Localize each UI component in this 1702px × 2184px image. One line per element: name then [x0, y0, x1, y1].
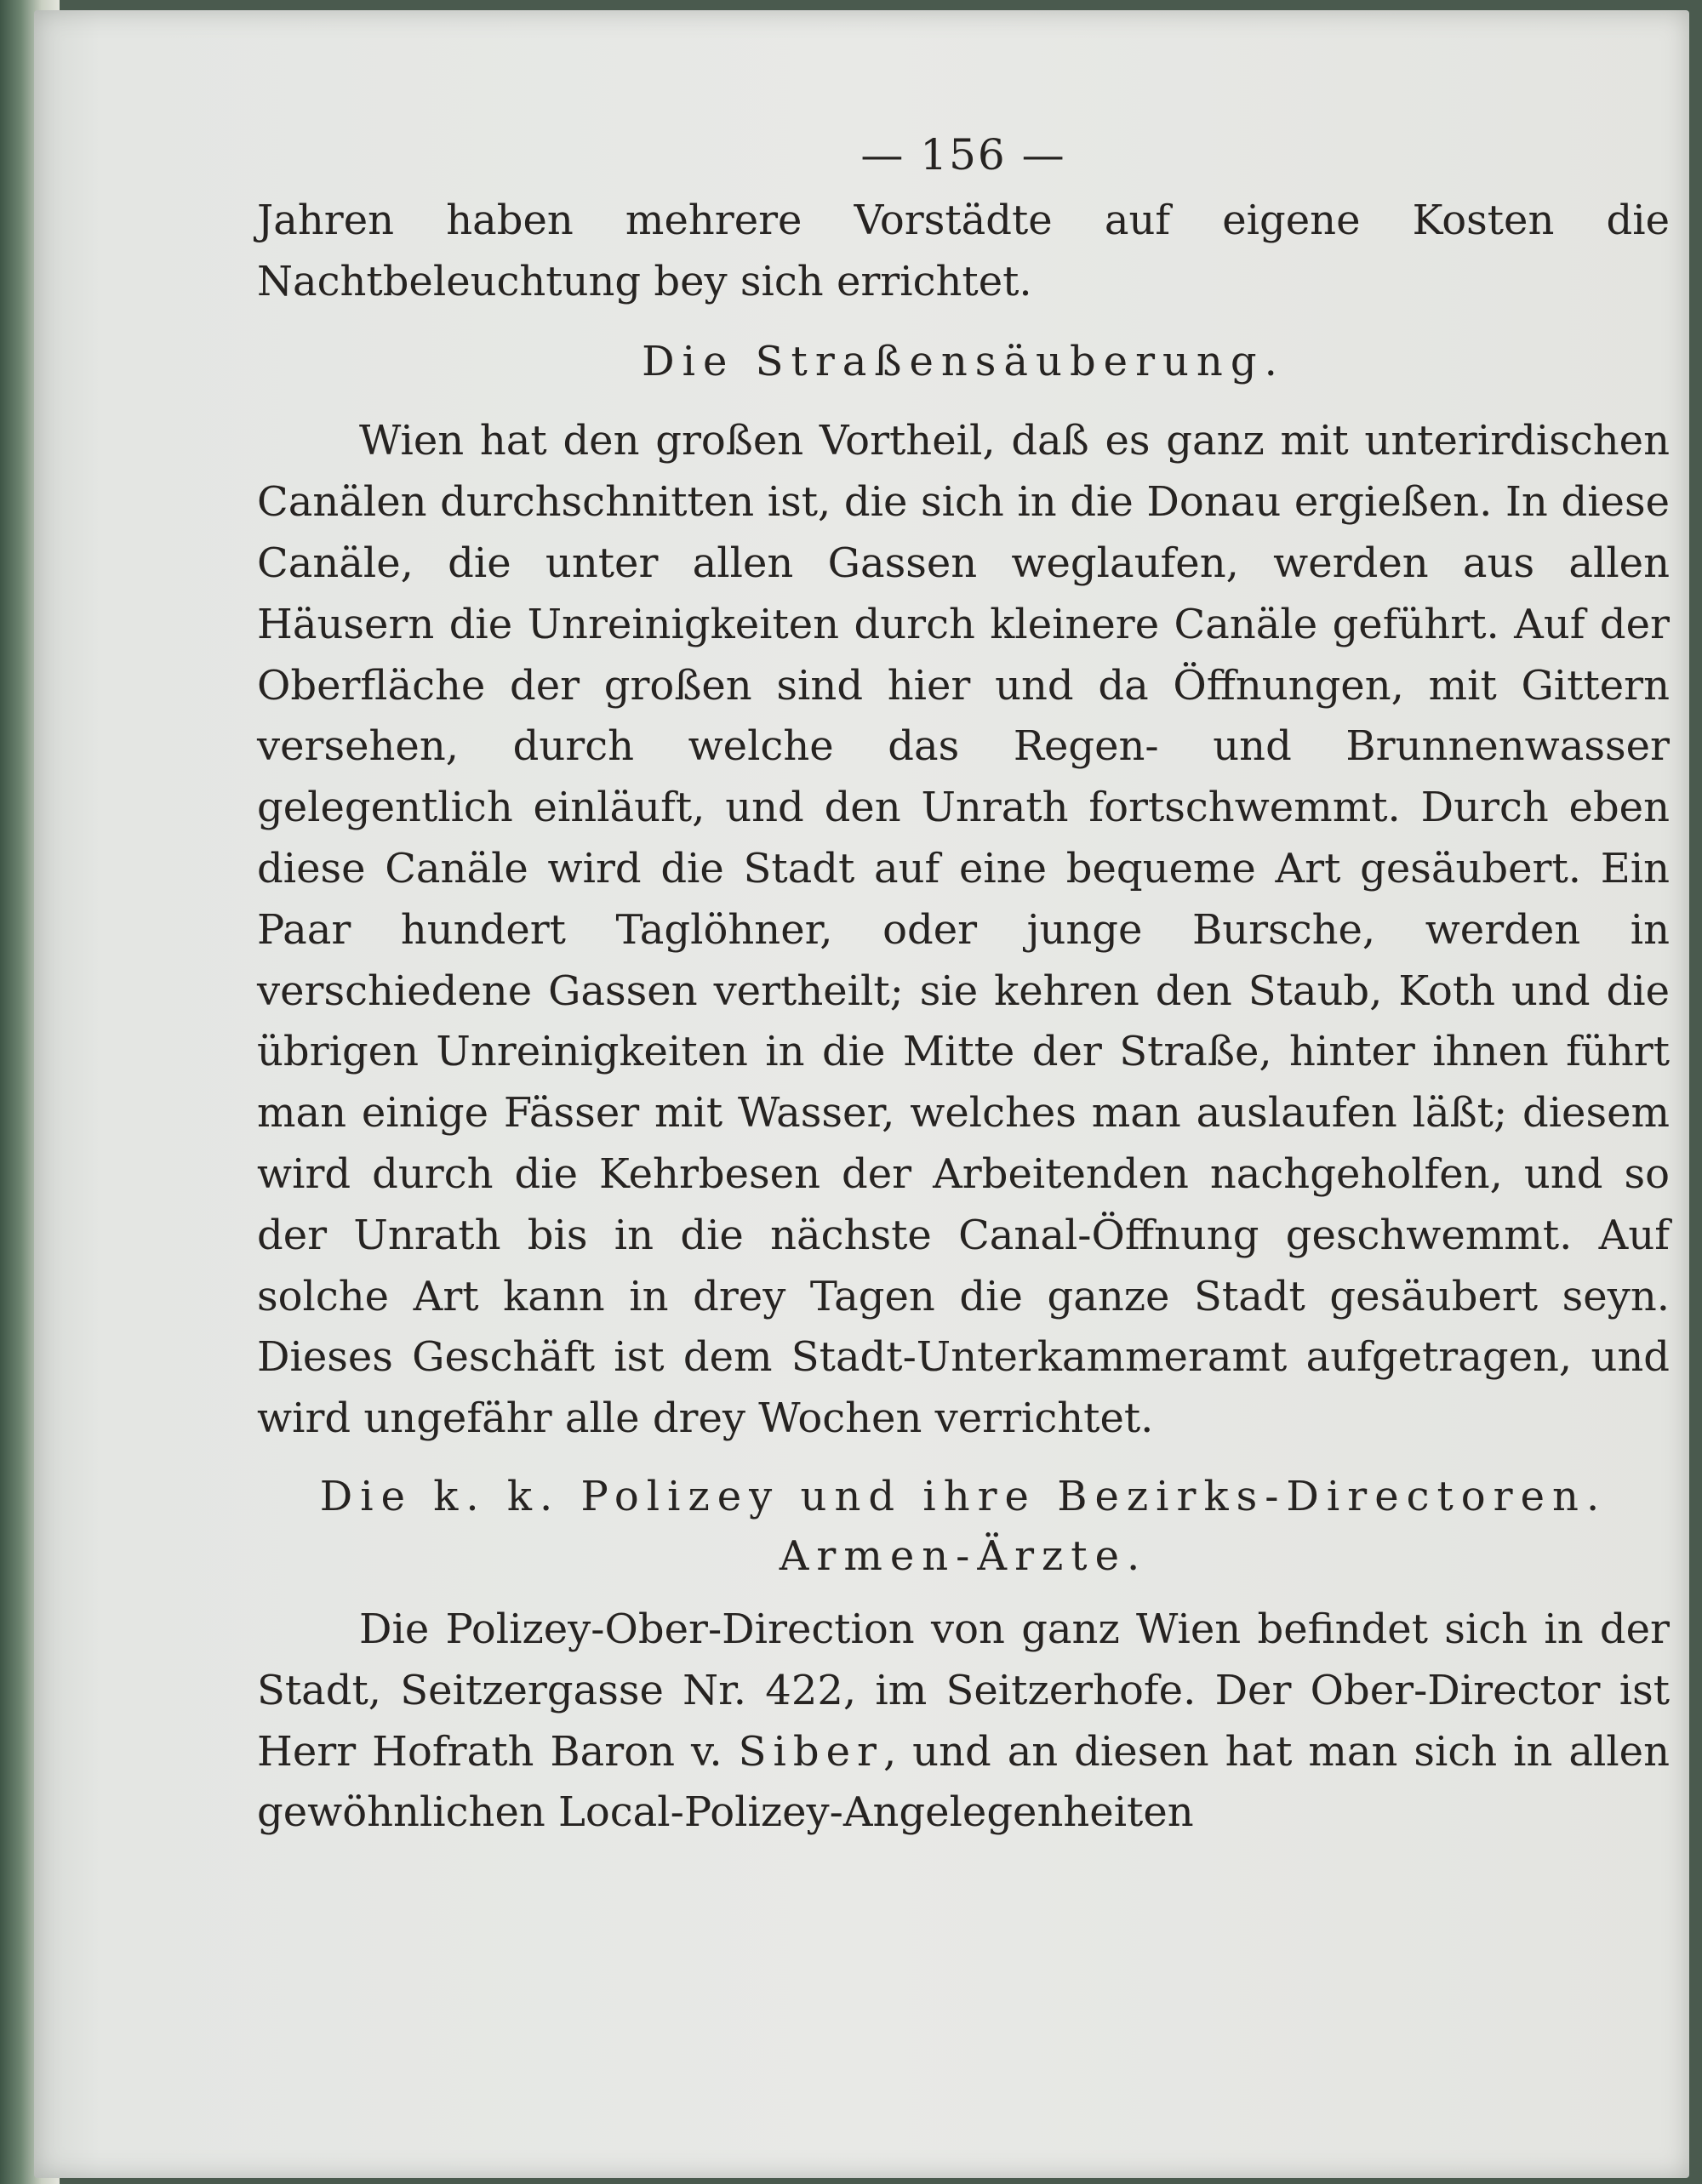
- page-number: — 156 —: [860, 130, 1066, 180]
- paragraph-police: [257, 1600, 1670, 1844]
- heading-street-cleaning: Die Straßensäuberung.: [642, 337, 1285, 385]
- paragraph-street-cleaning: Wien hat den großen Vortheil, daß es ganz mit unterirdischen Canälen durchschnitten ist, die sich in die Donau ergießen. In diese Canäle, die unter allen Gassen weglaufen, werden aus allen Häusern die Unreinigkeiten durch kleinere Canäle geführt. Auf der Oberfläche der großen sind hier und da Öffnungen, mit Gittern versehen, durch welche das Regen- und Brunnenwasser gelegentlich einläuft, und den Unrath fortschwemmt. Durch eben diese Canäle wird die Stadt auf eine bequeme Art gesäubert. Ein Paar hundert Taglöhner, oder junge Bursche, werden in verschiedene Gassen vertheilt; sie kehren den Staub, Koth und die übrigen Unreinigkeiten in die Mitte der Straße, hinter ihnen führt man einige Fässer mit Wasser, welches man auslaufen läßt; diesem wird durch die Kehrbesen der Arbeitenden nachgeholfen, und so der Unrath bis in die nächste Canal-Öffnung geschwemmt. Auf solche Art kann in drey Tagen die ganze Stadt gesäubert seyn. Dieses Geschäft ist dem Stadt-Unterkammeramt aufgetragen, und wird ungefähr alle drey Wochen verrichtet.: [257, 417, 1670, 1443]
- person-name-siber: Siber: [738, 1727, 883, 1776]
- page-text-block: [257, 121, 1670, 1844]
- paragraph-police-end: , und an diesen hat man sich in allen gewöhnlichen Local-Polizey-Angelegenheiten: [257, 1727, 1670, 1837]
- heading-police-line-1: Die k. k. Polizey und ihre Bezirks-Directoren.: [319, 1472, 1608, 1520]
- heading-police-line-2: Armen-Ärzte.: [779, 1531, 1148, 1580]
- paragraph-police-start: Die Polizey-Ober-Direction von ganz Wien befindet sich in der Stadt, Seitzergasse Nr. 422, im Seitzerhofe. Der Ober-Director ist Herr Hofrath Baron v.: [257, 1605, 1670, 1776]
- book-page: [34, 10, 1689, 2178]
- heading-police: [257, 1467, 1670, 1586]
- paragraph-continued: Jahren haben mehrere Vorstädte auf eigene Kosten die Nachtbeleuchtung bey sich errichtet.: [257, 197, 1670, 305]
